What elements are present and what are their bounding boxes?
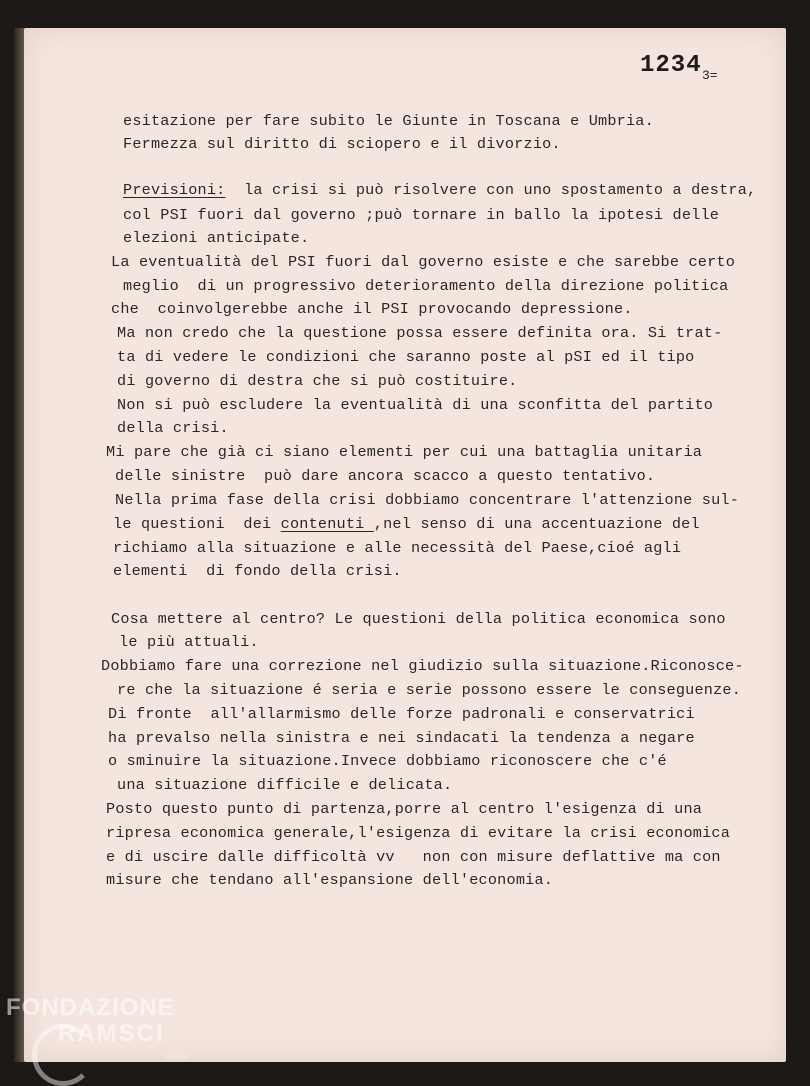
text-line: ha prevalso nella sinistra e nei sindacati la tendenza a negare	[108, 729, 695, 747]
text-line: Cosa mettere al centro? Le questioni della politica economica sono	[111, 610, 726, 628]
text-line: ripresa economica generale,l'esigenza di evitare la crisi economica	[106, 824, 731, 842]
text-line: che coinvolgerebbe anche il PSI provocando depressione.	[111, 300, 633, 318]
watermark-g-icon	[32, 1024, 94, 1086]
text-line: elezioni anticipate.	[123, 229, 310, 247]
line-segment: ,nel senso di una accentuazione del	[373, 515, 700, 533]
text-line: esitazione per fare subito le Giunte in Toscana e Umbria.	[123, 112, 654, 130]
text-line: Ma non credo che la questione possa essere definita ora. Si trat-	[117, 324, 723, 342]
text-line: misure che tendano all'espansione dell'economia.	[106, 871, 554, 889]
text-line: ta di vedere le condizioni che saranno poste al pSI ed il tipo	[117, 348, 695, 366]
section-heading: Previsioni:	[123, 181, 226, 199]
text-line: le più attuali.	[119, 633, 259, 651]
fondazione-gramsci-watermark	[6, 994, 188, 1061]
text-line: elementi di fondo della crisi.	[113, 562, 402, 580]
page-number: 1234	[640, 52, 702, 79]
text-line: una situazione difficile e delicata.	[117, 776, 453, 794]
text-line	[123, 181, 756, 199]
text-line: Dobbiamo fare una correzione nel giudizio sulla situazione.Riconosce-	[101, 657, 744, 675]
line-segment: le questioni dei	[113, 515, 281, 533]
text-line: Di fronte all'allarmismo delle forze padronali e conservatrici	[108, 705, 695, 723]
text-line: col PSI fuori dal governo ;può tornare in ballo la ipotesi delle	[123, 206, 720, 224]
heading-continuation: la crisi si può risolvere con uno spostamento a destra,	[225, 181, 757, 199]
watermark-onlus: onlus	[166, 1051, 188, 1061]
text-line: delle sinistre può dare ancora scacco a questo tentativo.	[115, 467, 656, 485]
text-line: meglio di un progressivo deterioramento della direzione politica	[123, 277, 729, 295]
watermark-line2: RAMSCI	[58, 1020, 165, 1047]
text-line: Mi pare che già ci siano elementi per cui una battaglia unitaria	[106, 443, 703, 461]
text-line: Posto questo punto di partenza,porre al centro l'esigenza di una	[106, 800, 703, 818]
text-line: di governo di destra che si può costituire.	[117, 372, 518, 390]
text-line: della crisi.	[117, 419, 229, 437]
page-number-suffix: 3=	[702, 68, 718, 83]
text-line: Nella prima fase della crisi dobbiamo concentrare l'attenzione sul-	[115, 491, 740, 509]
text-line: Non si può escludere la eventualità di una sconfitta del partito	[117, 396, 714, 414]
text-line	[113, 515, 700, 533]
text-line: Fermezza sul diritto di sciopero e il divorzio.	[123, 135, 561, 153]
text-line: richiamo alla situazione e alle necessità del Paese,cioé agli	[113, 539, 682, 557]
underlined-word: contenuti	[280, 515, 374, 533]
text-line: La eventualità del PSI fuori dal governo esiste e che sarebbe certo	[111, 253, 736, 271]
text-line: re che la situazione é seria e serie possono essere le conseguenze.	[117, 681, 742, 699]
text-line: o sminuire la situazione.Invece dobbiamo riconoscere che c'é	[108, 752, 667, 770]
text-line: e di uscire dalle difficoltà vv non con misure deflattive ma con	[106, 848, 721, 866]
watermark-line1: FONDAZIONE	[6, 994, 175, 1021]
